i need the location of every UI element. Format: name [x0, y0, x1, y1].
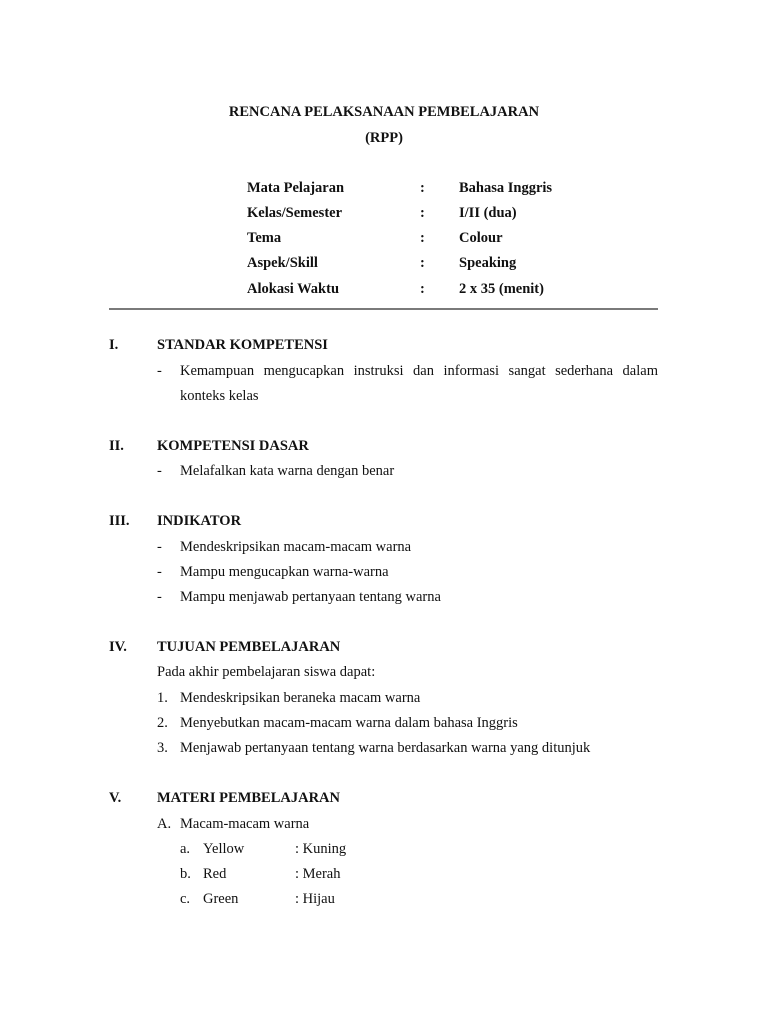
info-value: 2 x 35 (menit): [459, 281, 544, 297]
list-item-text: Mampu mengucapkan warna-warna: [180, 564, 389, 580]
bullet: -: [157, 463, 162, 479]
section-intro: Pada akhir pembelajaran siswa dapat:: [157, 664, 376, 680]
sub-list-text: Macam-macam warna: [180, 816, 310, 832]
color-english: Yellow: [203, 841, 245, 857]
info-label: Tema: [247, 230, 282, 246]
document-title: RENCANA PELAKSANAAN PEMBELAJARAN: [228, 104, 540, 120]
bullet: -: [157, 589, 162, 605]
info-separator: :: [420, 281, 425, 297]
list-number: 3.: [157, 740, 168, 756]
bullet: -: [157, 539, 162, 555]
info-separator: :: [420, 230, 425, 246]
info-value: Speaking: [459, 255, 517, 271]
info-label: Alokasi Waktu: [247, 281, 340, 297]
info-value: Bahasa Inggris: [459, 180, 553, 196]
color-item-letter: c.: [180, 891, 191, 907]
info-separator: :: [420, 205, 425, 221]
color-indonesian: : Kuning: [295, 841, 347, 857]
info-label: Kelas/Semester: [247, 205, 343, 221]
info-label: Mata Pelajaran: [247, 180, 345, 196]
section-heading: TUJUAN PEMBELAJARAN: [157, 639, 341, 655]
list-item-text: Mampu menjawab pertanyaan tentang warna: [180, 589, 441, 605]
section-number: IV.: [109, 639, 127, 655]
section-heading: MATERI PEMBELAJARAN: [157, 790, 340, 806]
list-item-text: Mendeskripsikan macam-macam warna: [180, 539, 412, 555]
info-value: I/II (dua): [459, 205, 517, 221]
list-item-text: Melafalkan kata warna dengan benar: [180, 463, 395, 479]
section-number: V.: [109, 790, 122, 806]
section-number: II.: [109, 438, 124, 454]
list-number: 2.: [157, 715, 168, 731]
list-item-text: Mendeskripsikan beraneka macam warna: [180, 690, 421, 706]
color-english: Red: [203, 866, 227, 882]
section-number: I.: [109, 337, 119, 353]
document-subtitle: (RPP): [365, 130, 403, 146]
color-item-letter: a.: [180, 841, 191, 857]
color-indonesian: : Hijau: [295, 891, 335, 907]
color-indonesian: : Merah: [295, 866, 341, 882]
list-number: 1.: [157, 690, 168, 706]
list-item-text: Kemampuan mengucapkan instruksi dan informasi sangat sederhana dalam: [180, 363, 658, 379]
info-separator: :: [420, 180, 425, 196]
list-item-text: Menyebutkan macam-macam warna dalam bahasa Inggris: [180, 715, 518, 731]
list-item-text: Menjawab pertanyaan tentang warna berdasarkan warna yang ditunjuk: [180, 740, 591, 756]
list-item-text-continued: konteks kelas: [180, 388, 259, 404]
section-heading: INDIKATOR: [157, 513, 242, 529]
info-value: Colour: [459, 230, 503, 246]
section-heading: KOMPETENSI DASAR: [157, 438, 309, 454]
section-heading: STANDAR KOMPETENSI: [157, 337, 328, 353]
section-number: III.: [109, 513, 130, 529]
bullet: -: [157, 564, 162, 580]
info-separator: :: [420, 255, 425, 271]
sub-list-letter: A.: [157, 816, 172, 832]
header-divider: [109, 308, 658, 310]
color-item-letter: b.: [180, 866, 191, 882]
color-english: Green: [203, 891, 239, 907]
bullet: -: [157, 363, 162, 379]
info-label: Aspek/Skill: [247, 255, 318, 271]
